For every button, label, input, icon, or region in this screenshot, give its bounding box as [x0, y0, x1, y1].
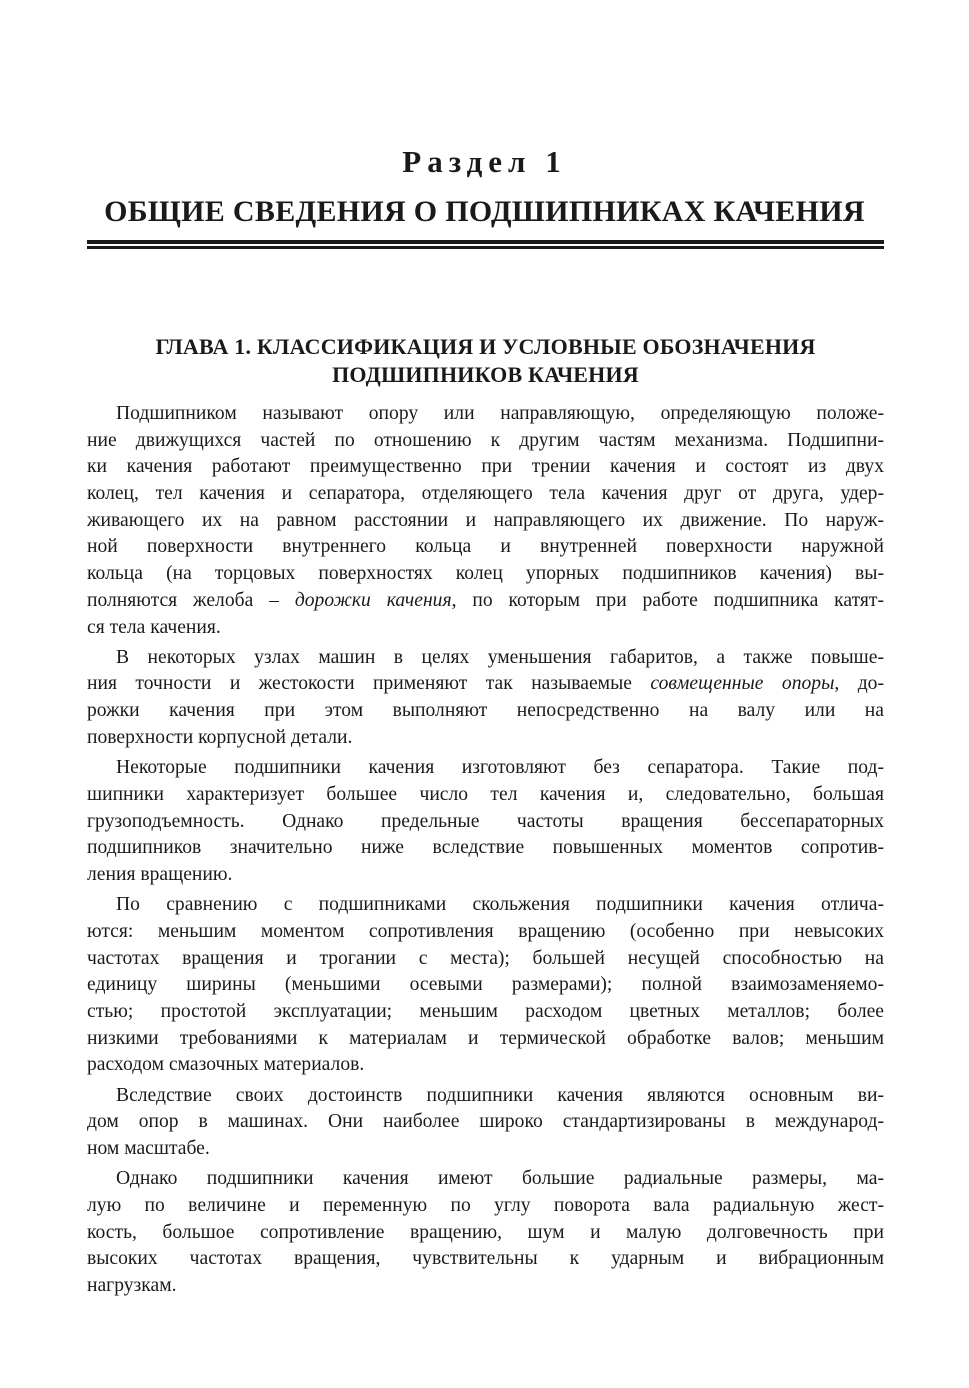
text-run: ния точности и жестокости применяют так называемые [87, 673, 651, 695]
text-line: дом опор в машинах. Они наиболее широко стандартизированы в международ- [87, 1111, 884, 1133]
text-line: В некоторых узлах машин в целях уменьшения габаритов, а также повыше- [116, 646, 884, 668]
text-line: шипники характеризует большее число тел качения и, следовательно, большая [87, 783, 884, 805]
text-line: высоких частотах вращения, чувствительны к ударным и вибрационным [87, 1248, 884, 1270]
text-line [87, 588, 884, 615]
text-line: живающего их на равном расстоянии и направляющего их движение. По наруж- [87, 509, 884, 531]
text-line: рожки качения при этом выполняют непосредственно на валу или на [87, 700, 884, 722]
chapter-title [87, 333, 884, 389]
text-line: Подшипником называют опору или направляющую, определяющую положе- [116, 403, 884, 424]
text-line: стью; простотой эксплуатации; меньшим расходом цветных металлов; более [87, 1000, 884, 1022]
text-run: , до- [834, 673, 885, 695]
text-run: полняются желоба – [87, 589, 295, 611]
text-line: Однако подшипники качения имеют большие радиальные размеры, ма- [116, 1168, 884, 1190]
text-line [87, 671, 884, 698]
emphasis-term: дорожки качения [294, 589, 452, 611]
text-line: лую по величине и переменную по углу поворота вала радиальную жест- [87, 1194, 884, 1216]
section-title: ОБЩИЕ СВЕДЕНИЯ О ПОДШИПНИКАХ КАЧЕНИЯ [104, 195, 865, 228]
text-line: частотах вращения и трогании с места); большей несущей способностью на [87, 947, 884, 969]
title-rule-thin [87, 246, 884, 249]
text-line: ном масштабе. [87, 1137, 210, 1159]
text-line: ся тела качения. [87, 616, 221, 638]
paragraph-3 [87, 755, 884, 888]
text-line: колец, тел качения и сепаратора, отделяющего тела качения друг от друга, удер- [87, 483, 884, 505]
text-line: низкими требованиями к материалам и термической обработке валов; меньшим [87, 1027, 884, 1049]
text-line: ние движущихся частей по отношению к другим частям механизма. Подшипни- [87, 429, 884, 451]
text-line: грузоподъемность. Однако предельные частоты вращения бессепараторных [87, 810, 884, 832]
text-line: единицу ширины (меньшими осевыми размерами); полной взаимозаменяемо- [87, 974, 884, 996]
emphasis-term: совмещенные опоры [650, 673, 835, 695]
title-rule-thick [87, 240, 884, 244]
text-line: По сравнению с подшипниками скольжения подшипники качения отлича- [116, 894, 884, 916]
paragraph-1 [87, 401, 884, 641]
text-line: Некоторые подшипники качения изготовляют без сепаратора. Такие под- [116, 757, 884, 779]
text-line: расходом смазочных материалов. [87, 1054, 365, 1076]
text-line: кость, большое сопротивление вращению, шум и малую долговечность при [87, 1221, 884, 1243]
body-text [87, 401, 884, 1303]
text-line: Вследствие своих достоинств подшипники качения являются основным ви- [116, 1084, 884, 1106]
text-line: нагрузкам. [87, 1274, 177, 1296]
text-run: , по которым при работе подшипника катят- [451, 589, 885, 611]
text-line: кольца (на торцовых поверхностях колец упорных подшипников качения) вы- [87, 563, 884, 585]
text-line: ления вращению. [87, 863, 233, 885]
text-line: подшипников значительно ниже вследствие повышенных моментов сопротив- [87, 837, 884, 859]
text-line: ной поверхности внутреннего кольца и внутренней поверхности наружной [87, 536, 884, 558]
text-line: ки качения работают преимущественно при трении качения и состоят из двух [87, 456, 884, 478]
paragraph-6 [87, 1166, 884, 1299]
chapter-title-line-2: ПОДШИПНИКОВ КАЧЕНИЯ [332, 362, 639, 387]
text-line: поверхности корпусной детали. [87, 726, 353, 748]
section-label: Раздел 1 [402, 144, 567, 179]
chapter-title-line-1: ГЛАВА 1. КЛАССИФИКАЦИЯ И УСЛОВНЫЕ ОБОЗНАЧЕНИЯ [155, 334, 816, 359]
paragraph-5 [87, 1083, 884, 1163]
paragraph-2 [87, 645, 884, 752]
paragraph-4 [87, 892, 884, 1079]
text-line: ются: меньшим моментом сопротивления вращению (особенно при невысоких [87, 920, 884, 942]
